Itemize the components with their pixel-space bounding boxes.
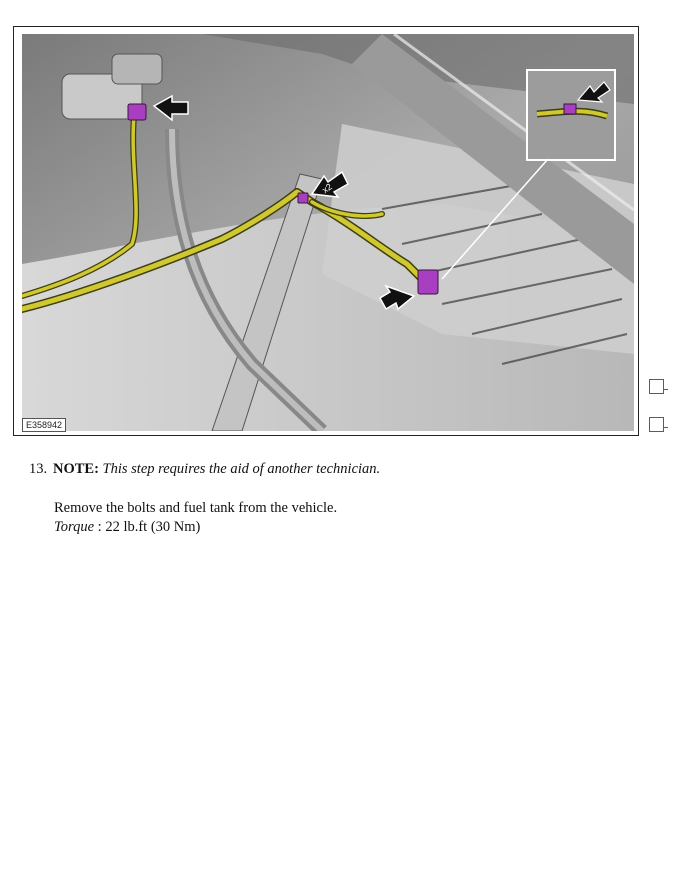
figure-illustration [22,34,634,431]
step-number: 13. [29,461,48,477]
torque-label: Torque [54,519,95,535]
torque-value: 22 lb.ft (30 Nm) [105,519,201,535]
step-instruction: Remove the bolts and fuel tank from the vehicle. [54,500,338,516]
callout-x2-label: x2 [320,181,334,196]
note-text: This step requires the aid of another technician. [102,461,381,477]
note-label: NOTE: [53,461,99,477]
step-note-line [29,460,649,478]
figure-id: E358942 [22,418,66,432]
torque-separator: : [94,519,106,535]
torque-line [54,518,200,536]
checkbox-2[interactable] [649,417,664,432]
checkbox-1[interactable] [649,379,664,394]
